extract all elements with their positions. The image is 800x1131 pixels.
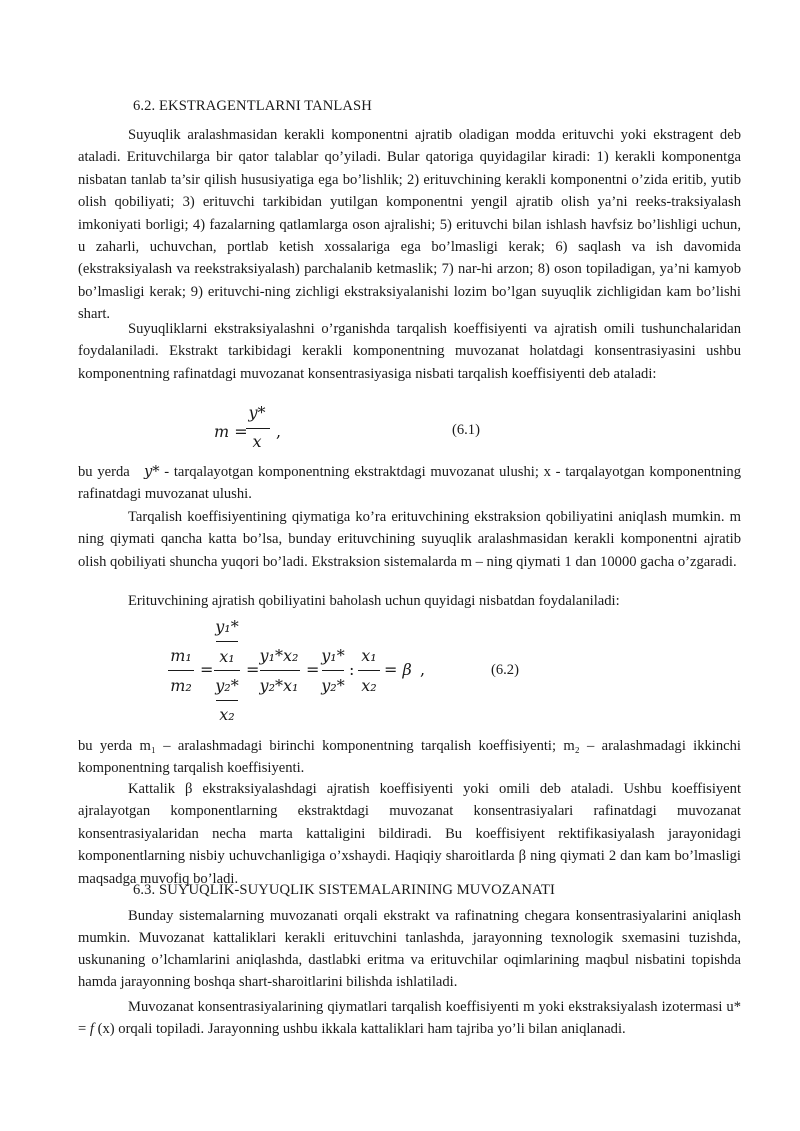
paragraph-separation-ability: Erituvchining ajratish qobiliyatini baholash uchun quyidagi nisbatdan foydalaniladi: [128, 593, 620, 609]
eq2-ratio-y1star: y₁* [321, 646, 345, 665]
eq1-number: (6.1) [452, 422, 480, 438]
eq2-comma: , [420, 660, 426, 679]
eq2-ratio-x1: x₁ [361, 646, 377, 665]
eq2-bar-r2 [358, 670, 380, 671]
eq2-mid-denominator: y₂*x₁ [259, 676, 299, 695]
eq2-bar-m [168, 670, 194, 671]
eq2-bar-main [214, 670, 240, 671]
eq2-equals-2: = [246, 660, 260, 679]
eq2-bar-y2 [216, 700, 238, 701]
eq2-colon: : [349, 660, 355, 679]
eq1-numerator: y* [248, 403, 266, 422]
paragraph-beta-definition: Kattalik β ekstraksiyalashdagi ajratish koeffisiyenti yoki omili deb ataladi. Ushbu koeffisiyent ajralayotgan komponentlarning ekstraktdagi muvozanat konsentrasiyalari rafinatdagi muvozanat konsentrasiyalaridan necha marta kattaligini bildiradi. Bu koeffisiyent rektifikasiyalash jarayonidagi komponentlarning nisbiy uchuvchanligiga o’xshaydi. Haqiqiy sharoitlarda β ning qiymati 2 dan kam bo’lmasligi maqsadga muvofiq bo’ladi. [78, 781, 741, 887]
eq2-bar-y1 [216, 641, 238, 642]
eq2-beta: = β [384, 660, 412, 679]
inline-ystar: y* [143, 463, 160, 480]
eq2-equals-1: = [200, 660, 214, 679]
section-heading-6-3: 6.3. SUYUQLIK-SUYUQLIK SISTEMALARINING MUVOZANATI [133, 882, 556, 898]
paragraph-distribution-coefficient: Suyuqliklarni ekstraksiyalashni o’rganishda tarqalish koeffisiyenti va ajratish omili tushunchalaridan foydalaniladi. Ekstrakt tarkibidagi kerakli komponentning muvozanat holatdagi konsentrasiyasini ushbu komponentning rafinatdagi muvozanat konsentrasiyasiga nisbati tarqalish koeffisiyenti deb ataladi: [78, 321, 741, 382]
eq2-bar-r1 [322, 670, 344, 671]
eq2-x1: x₁ [219, 647, 235, 666]
paragraph-equilibrium-values: Muvozanat konsentrasiyalarining qiymatlari tarqalish koeffisiyenti m yoki ekstraksiyalash izotermasi u* = f (x) orqali topiladi. Jarayonning ushbu ikkala kattaliklari ham tajriba yo’li bilan aniqlanadi. [78, 999, 741, 1038]
eq1-denominator: x [252, 432, 262, 451]
eq2-bar-mid [260, 670, 300, 671]
eq2-number: (6.2) [491, 662, 519, 678]
section-heading-6-2: 6.2. EKSTRAGENTLARNI TANLASH [133, 98, 372, 114]
paragraph-where-m1-m2: bu yerda m₁ – aralashmadagi birinchi komponentning tarqalish koeffisiyenti; m₂ – aralashmadagi ikkinchi komponentning tarqalish koeffisiyenti. [78, 738, 741, 777]
eq2-x2: x₂ [219, 705, 235, 724]
eq2-y2star: y₂* [215, 676, 239, 695]
eq2-y1star: y₁* [215, 617, 239, 636]
function-f: f [89, 1021, 94, 1038]
paragraph-equilibrium-use: Bunday sistemalarning muvozanati orqali ekstrakt va rafinatning chegara konsentrasiyalarini aniqlash mumkin. Muvozanat kattaliklari kerakli erituvchini tanlashda, jarayonning texnologik sxemasini tuzishda, uskunaning o’lchamlarini aniqlashda, dastlabki eritma va erituvchilar oqimlarining maqbul nisbatini topishda hamda jarayonning boshqa shart-sharoitlarini bilishda ishlatiladi. [78, 908, 741, 990]
eq1-lhs: m = [214, 422, 248, 441]
eq2-mid-numerator: y₁*x₂ [259, 646, 299, 665]
eq2-equals-3: = [306, 660, 320, 679]
eq1-fraction-bar [246, 428, 270, 429]
eq2-ratio-y2star: y₂* [321, 676, 345, 695]
paragraph-where-ystar: bu yerda y* - tarqalayotgan komponentning ekstraktdagi muvozanat ulushi; x - tarqalayotgan komponentning rafinatdagi muvozanat ulushi. [78, 463, 741, 503]
eq1-comma: , [276, 422, 282, 441]
paragraph-solvent-requirements: Suyuqlik aralashmasidan kerakli komponentni ajratib oladigan modda erituvchi yoki ekstragent deb ataladi. Erituvchilarga bir qator talablar qo’yiladi. Bular qatoriga quyidagilar kiradi: 1) kerakli komponentga nisbatan tanlab ta’sir qilish hususiyatiga ega bo’lishlik; 2) erituvchining kerakli komponentni o’zida eritib, yutib olish qobiliyati; 3) erituvchi tarkibidan yutilgan komponentni yengil ajratib olish ya’ni reeks-traksiyalash imkoniyati borligi; 4) fazalarning qatlamlarga oson ajralishi; 5) erituvchi bilan ishlash havfsiz bo’lishligi uchun, u zaharli, uchuvchan, portlab ketish xossalariga ega bo’lmasligi kerak; 6) saqlash va ish davomida (ekstraksiyalash va reekstraksiyalash) parchalanib ketmaslik; 7) nar-hi arzon; 8) oson topiladigan, ya’ni kamyob bo’lmasligi kerak; 9) erituvchi-ning zichligi ekstraksiyalanishi lozim bo’lgan suyuqlik zichligidan kam bo’lishi shart. [78, 127, 741, 323]
paragraph-coefficient-value: Tarqalish koeffisiyentining qiymatiga ko’ra erituvchining ekstraksion qobiliyatini aniqlash mumkin. m ning qiymati qancha katta bo’lsa, bunday erituvchining suyuqlik aralashmasidan kerakli komponentni ajratib olish qobiliyati shuncha yuqori bo’ladi. Ekstraksion sistemalarda m – ning qiymati 1 dan 10000 gacha o’zgaradi. [78, 509, 741, 570]
eq2-ratio-x2: x₂ [361, 676, 377, 695]
eq2-m2: m₂ [170, 676, 192, 695]
eq2-m1: m₁ [170, 646, 192, 665]
